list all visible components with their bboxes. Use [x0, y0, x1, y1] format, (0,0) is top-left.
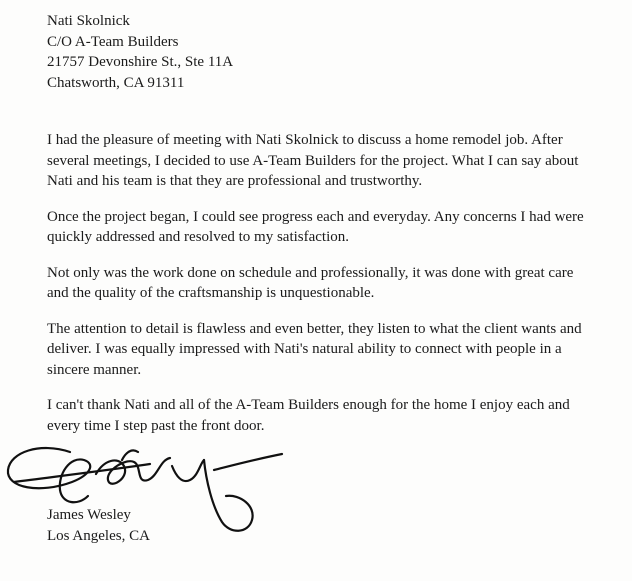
- signer-name: James Wesley: [47, 507, 131, 523]
- paragraph-3: Not only was the work done on schedule and professionally, it was done with great care and the quality of the craftsmanship is unquestionable.: [47, 264, 574, 301]
- paragraph-4: The attention to detail is flawless and even better, they listen to what the client wants and deliver. I was equally impressed with Nati's natural ability to connect with people in a sincere manner.: [47, 320, 582, 378]
- sender-city: Chatsworth, CA 91311: [47, 74, 185, 91]
- paragraph-2: Once the project began, I could see progress each and everyday. Any concerns I had were quickly addressed and resolved to my satisfaction.: [47, 208, 584, 245]
- paragraph-5: I can't thank Nati and all of the A-Team Builders enough for the home I enjoy each and every time I step past the front door.: [47, 397, 570, 434]
- sender-name: Nati Skolnick: [47, 13, 130, 29]
- sender-care-of: C/O A-Team Builders: [47, 33, 179, 50]
- signer-location: Los Angeles, CA: [47, 527, 150, 544]
- sender-address-block: [47, 11, 233, 93]
- letter-body: [47, 130, 627, 451]
- paragraph-1: I had the pleasure of meeting with Nati Skolnick to discuss a home remodel job. After several meetings, I decided to use A-Team Builders for the project. What I can say about Nati and his team is that they are professional and trustworthy.: [47, 132, 579, 189]
- signoff-block: [47, 505, 150, 546]
- sender-street: 21757 Devonshire St., Ste 11A: [47, 54, 234, 70]
